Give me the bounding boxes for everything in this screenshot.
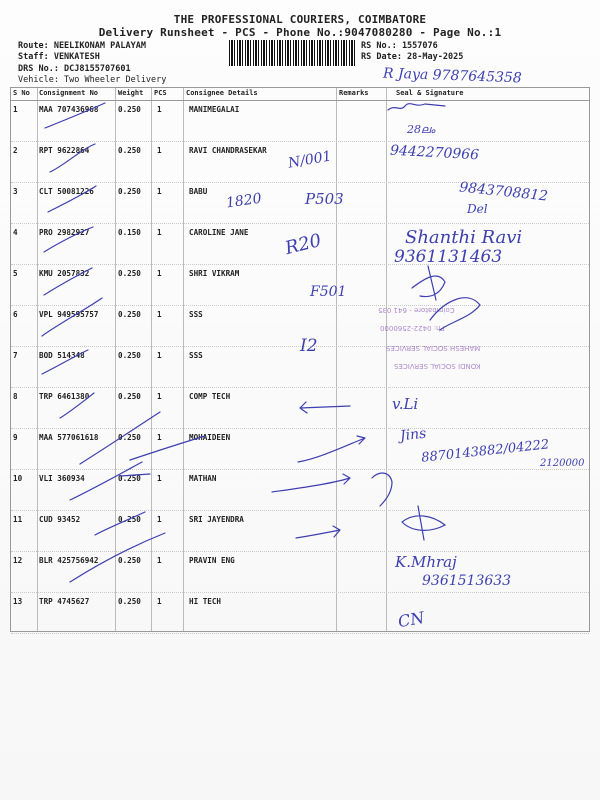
row-consignee: HI TECH xyxy=(189,597,222,606)
row-pcs: 1 xyxy=(157,433,162,442)
row-consignment: TRP 4745627 xyxy=(39,597,90,606)
handwritten-row3-del: Del xyxy=(467,202,488,216)
row-sno: 10 xyxy=(13,474,23,483)
handwritten-row9-phone2: 2120000 xyxy=(540,458,585,469)
row-consignee: SSS xyxy=(189,351,203,360)
table-row xyxy=(11,592,589,634)
handwritten-top-note: R Jaya 9787645358 xyxy=(382,65,522,87)
row-pcs: 1 xyxy=(157,351,162,360)
row-sno: 12 xyxy=(13,556,23,565)
row-consignment: KMU 2057832 xyxy=(39,269,90,278)
row-weight: 0.250 xyxy=(118,187,141,196)
company-stamp xyxy=(372,300,592,382)
row-weight: 0.250 xyxy=(118,146,141,155)
row-consignee: RAVI CHANDRASEKAR xyxy=(189,146,267,155)
row-weight: 0.250 xyxy=(118,269,141,278)
row-consignee: SHRI VIKRAM xyxy=(189,269,240,278)
handwritten-row3-phone: 9843708812 xyxy=(458,179,549,205)
row-pcs: 1 xyxy=(157,105,162,114)
row-sno: 2 xyxy=(13,146,18,155)
row-pcs: 1 xyxy=(157,556,162,565)
row-consignee: SRI JAYENDRA xyxy=(189,515,244,524)
row-weight: 0.250 xyxy=(118,433,141,442)
table-row xyxy=(11,100,589,142)
row-consignment: PRO 2982927 xyxy=(39,228,90,237)
row-consignment: BOD 514348 xyxy=(39,351,85,360)
row-consignment: BLR 425756942 xyxy=(39,556,99,565)
row-pcs: 1 xyxy=(157,228,162,237)
handwritten-row12-phone: 9361513633 xyxy=(422,573,512,589)
row-sno: 1 xyxy=(13,105,18,114)
stamp-line-3: MAHESH SOCIAL SERVICES xyxy=(386,344,481,352)
company-title: THE PROFESSIONAL COURIERS, COIMBATORE xyxy=(173,13,427,26)
handwritten-row3-b: P503 xyxy=(305,190,344,208)
col-remarks: Remarks xyxy=(339,89,369,97)
row-consignee: COMP TECH xyxy=(189,392,231,401)
handwritten-row8-signature: v.Li xyxy=(392,395,419,413)
row-weight: 0.250 xyxy=(118,597,141,606)
row-weight: 0.250 xyxy=(118,392,141,401)
rs-date: RS Date: 28-May-2025 xyxy=(361,52,464,62)
handwritten-row9-signature: Jins xyxy=(399,425,428,445)
handwritten-row2-remark: N/001 xyxy=(286,148,333,172)
drs-label: DRS No.: DCJ8155707601 xyxy=(18,64,131,74)
col-consignment: Consignment No xyxy=(39,89,99,97)
row-weight: 0.150 xyxy=(118,228,141,237)
row-sno: 13 xyxy=(13,597,23,606)
row-weight: 0.250 xyxy=(118,351,141,360)
row-pcs: 1 xyxy=(157,187,162,196)
row-pcs: 1 xyxy=(157,269,162,278)
row-weight: 0.250 xyxy=(118,105,141,114)
handwritten-row13-signature: CN xyxy=(396,607,426,632)
row-consignee: MANIMEGALAI xyxy=(189,105,240,114)
runsheet-subtitle: Delivery Runsheet - PCS - Phone No.:9047080280 - Page No.:1 xyxy=(98,26,502,39)
col-signature: Seal & Signature xyxy=(396,89,464,97)
row-consignment: CUD 93452 xyxy=(39,515,81,524)
row-consignment: VPL 949595757 xyxy=(39,310,99,319)
row-pcs: 1 xyxy=(157,146,162,155)
row-sno: 4 xyxy=(13,228,18,237)
handwritten-row1: 28ലം xyxy=(407,123,436,136)
row-consignment: MAA 577061618 xyxy=(39,433,99,442)
col-sno: S No xyxy=(13,89,30,97)
handwritten-row4-phone: 9361131463 xyxy=(394,247,503,267)
row-sno: 6 xyxy=(13,310,18,319)
stamp-line-1: Coimbatore - 641 035 xyxy=(378,306,455,314)
table-row xyxy=(11,469,589,511)
handwritten-row4-signature: Shanthi Ravi xyxy=(405,227,523,248)
row-consignee: MATHAN xyxy=(189,474,217,483)
row-sno: 8 xyxy=(13,392,18,401)
handwritten-row9-phone: 8870143882/04222 xyxy=(420,437,550,466)
row-weight: 0.250 xyxy=(118,474,141,483)
row-pcs: 1 xyxy=(157,310,162,319)
row-pcs: 1 xyxy=(157,392,162,401)
table-row xyxy=(11,387,589,429)
staff-label: Staff: VENKATESH xyxy=(18,52,100,62)
col-consignee: Consignee Details xyxy=(186,89,258,97)
handwritten-row3-a: 1820 xyxy=(225,190,263,212)
row-sno: 5 xyxy=(13,269,18,278)
row-weight: 0.250 xyxy=(118,310,141,319)
row-consignee: MOHAIDEEN xyxy=(189,433,231,442)
row-pcs: 1 xyxy=(157,474,162,483)
rs-number: RS No.: 1557076 xyxy=(361,41,438,51)
stamp-line-4: KONDI SOCIAL SERVICES xyxy=(394,362,481,370)
table-row xyxy=(11,510,589,552)
row-sno: 7 xyxy=(13,351,18,360)
handwritten-row2-phone: 9442270966 xyxy=(389,142,480,164)
handwritten-row12-signature: K.Mhraj xyxy=(395,553,457,571)
row-consignment: TRP 6461380 xyxy=(39,392,90,401)
route-label: Route: NEELIKONAM PALAYAM xyxy=(18,41,146,51)
handwritten-row4-remark: R20 xyxy=(283,229,324,260)
row-consignee: SSS xyxy=(189,310,203,319)
row-consignee: BABU xyxy=(189,187,208,196)
row-weight: 0.250 xyxy=(118,556,141,565)
row-pcs: 1 xyxy=(157,515,162,524)
row-consignment: MAA 707436968 xyxy=(39,105,99,114)
stamp-line-2: Ph: 0422-2560000 xyxy=(380,324,445,332)
handwritten-row7-remark: I2 xyxy=(300,336,318,356)
col-pcs: PCS xyxy=(154,89,167,97)
row-consignment: CLT 50081226 xyxy=(39,187,94,196)
barcode xyxy=(229,40,355,66)
row-consignment: RPT 9622864 xyxy=(39,146,90,155)
row-sno: 9 xyxy=(13,433,18,442)
handwritten-row5-remark: F501 xyxy=(310,284,347,300)
vehicle-label: Vehicle: Two Wheeler Delivery xyxy=(18,75,167,85)
row-consignment: VLI 360934 xyxy=(39,474,85,483)
row-consignee: PRAVIN ENG xyxy=(189,556,235,565)
row-weight: 0.250 xyxy=(118,515,141,524)
row-sno: 11 xyxy=(13,515,23,524)
row-pcs: 1 xyxy=(157,597,162,606)
row-sno: 3 xyxy=(13,187,18,196)
row-consignee: CAROLINE JANE xyxy=(189,228,249,237)
col-weight: Weight xyxy=(118,89,144,97)
